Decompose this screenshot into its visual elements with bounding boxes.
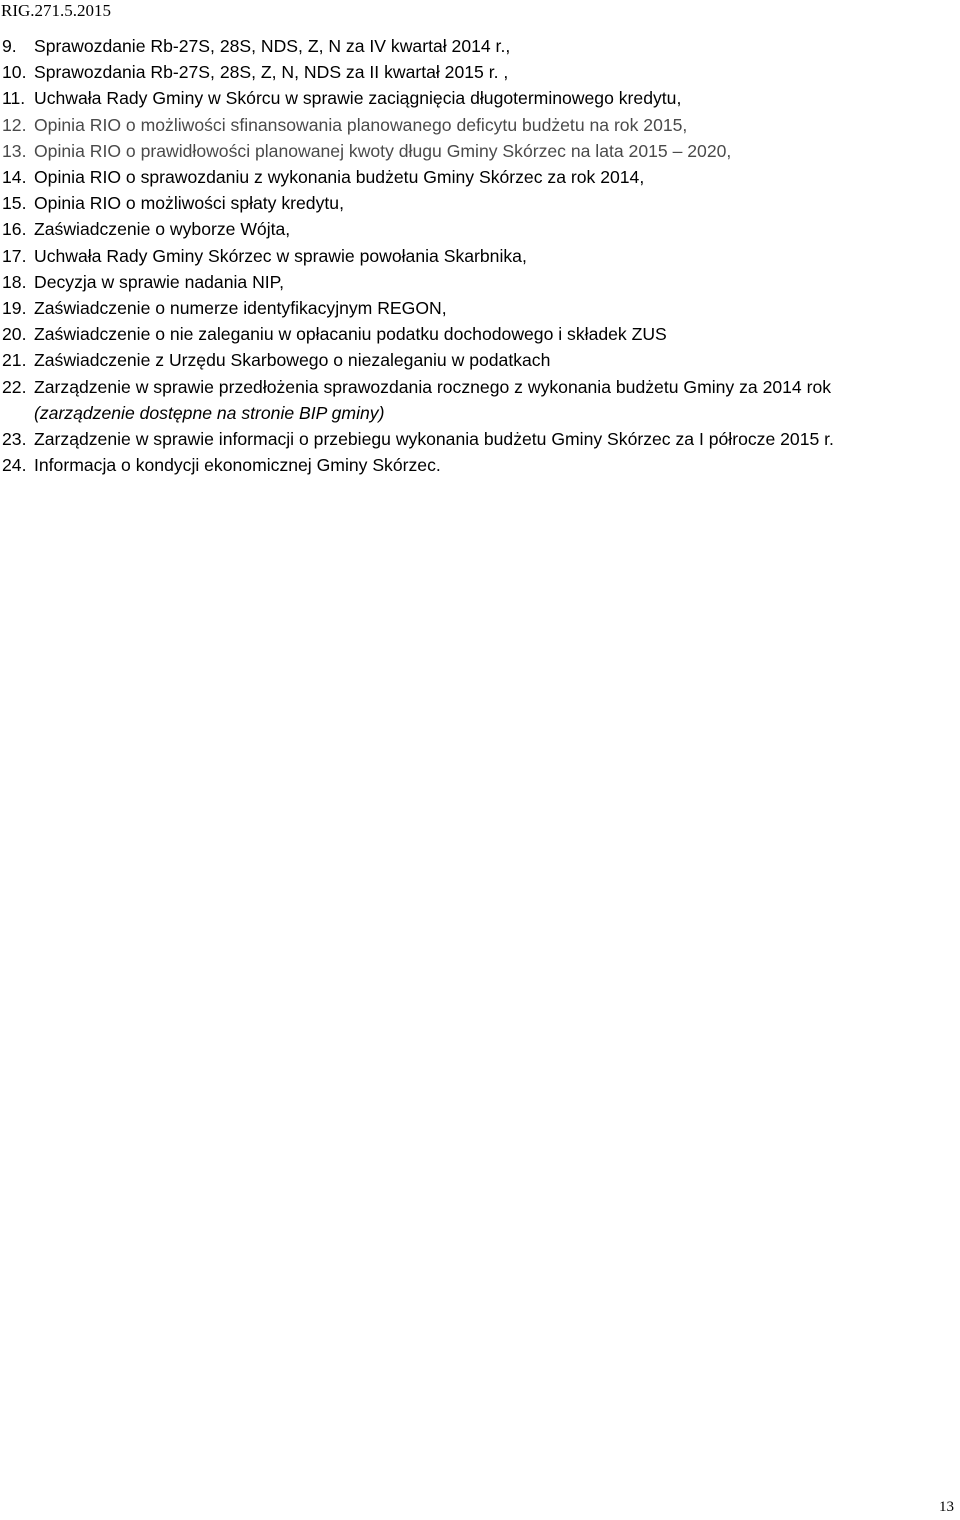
list-item-text: Zaświadczenie o wyborze Wójta, <box>34 219 291 240</box>
list-item-text: Sprawozdanie Rb-27S, 28S, NDS, Z, N za IV kwartał 2014 r., <box>34 36 511 56</box>
list-item-number: 13. <box>2 140 27 161</box>
list-item-text: Uchwała Rady Gminy w Skórcu w sprawie zaciągnięcia długoterminowego kredytu, <box>34 88 682 109</box>
list-item-number: 14. <box>2 167 27 188</box>
list-item-14 <box>0 164 960 190</box>
list-item-22 <box>0 374 960 426</box>
document-reference-number: RIG.271.5.2015 <box>1 1 112 20</box>
list-item-19 <box>0 295 960 321</box>
list-item-number: 16. <box>2 219 27 240</box>
list-item-text: Decyzja w sprawie nadania NIP, <box>34 271 285 292</box>
list-item-16 <box>0 216 960 242</box>
list-item-text: Opinia RIO o możliwości spłaty kredytu, <box>34 193 344 214</box>
list-item-number: 24. <box>2 455 27 476</box>
list-item-text: Uchwała Rady Gminy Skórzec w sprawie powołania Skarbnika, <box>34 245 527 266</box>
list-item-12 <box>0 112 960 138</box>
list-item-number: 23. <box>2 429 27 450</box>
list-item-text: Opinia RIO o sprawozdaniu z wykonania budżetu Gminy Skórzec za rok 2014, <box>34 167 645 188</box>
list-item-number: 11. <box>2 88 26 109</box>
list-item-13 <box>0 138 960 164</box>
list-item-15 <box>0 190 960 216</box>
list-item-number: 22. <box>2 376 27 397</box>
list-item-24 <box>0 452 960 478</box>
list-item-number: 20. <box>2 324 27 345</box>
list-item-23 <box>0 426 960 452</box>
list-item-11 <box>0 85 960 111</box>
list-item-text: Opinia RIO o prawidłowości planowanej kwoty długu Gminy Skórzec na lata 2015 – 2020, <box>34 140 732 161</box>
list-item-number: 21. <box>2 350 27 371</box>
list-item-number: 10. <box>2 62 27 83</box>
list-item-number: 17. <box>2 245 27 266</box>
list-item-18 <box>0 269 960 295</box>
list-item-text: Informacja o kondycji ekonomicznej Gminy Skórzec. <box>34 455 441 476</box>
list-item-text: Zaświadczenie o nie zaleganiu w opłacaniu podatku dochodowego i składek ZUS <box>34 324 667 345</box>
list-item-text: Zaświadczenie z Urzędu Skarbowego o niezaleganiu w podatkach <box>34 350 551 371</box>
list-item-text: Zarządzenie w sprawie przedłożenia sprawozdania rocznego z wykonania budżetu Gminy za 2014 rok <box>34 376 832 397</box>
attachment-list <box>0 33 960 478</box>
list-item-text: Zarządzenie w sprawie informacji o przebiegu wykonania budżetu Gminy Skórzec za I półrocze 2015 r. <box>34 429 834 450</box>
list-item-number: 19. <box>2 298 27 319</box>
list-item-number: 12. <box>2 114 27 135</box>
list-item-number: 18. <box>2 271 27 292</box>
list-item-text: Sprawozdania Rb-27S, 28S, Z, N, NDS za II kwartał 2015 r. , <box>34 62 509 83</box>
list-item-17 <box>0 243 960 269</box>
list-item-20 <box>0 321 960 347</box>
list-item-9 <box>0 33 960 59</box>
list-item-number: 15. <box>2 193 27 214</box>
page-number: 13 <box>939 1499 954 1515</box>
list-item-note: (zarządzenie dostępne na stronie BIP gminy) <box>34 402 385 423</box>
list-item-text: Zaświadczenie o numerze identyfikacyjnym REGON, <box>34 298 447 319</box>
list-item-text: Opinia RIO o możliwości sfinansowania planowanego deficytu budżetu na rok 2015, <box>34 114 688 135</box>
list-item-10 <box>0 59 960 85</box>
list-item-number: 9. <box>2 36 17 56</box>
list-item-21 <box>0 347 960 373</box>
